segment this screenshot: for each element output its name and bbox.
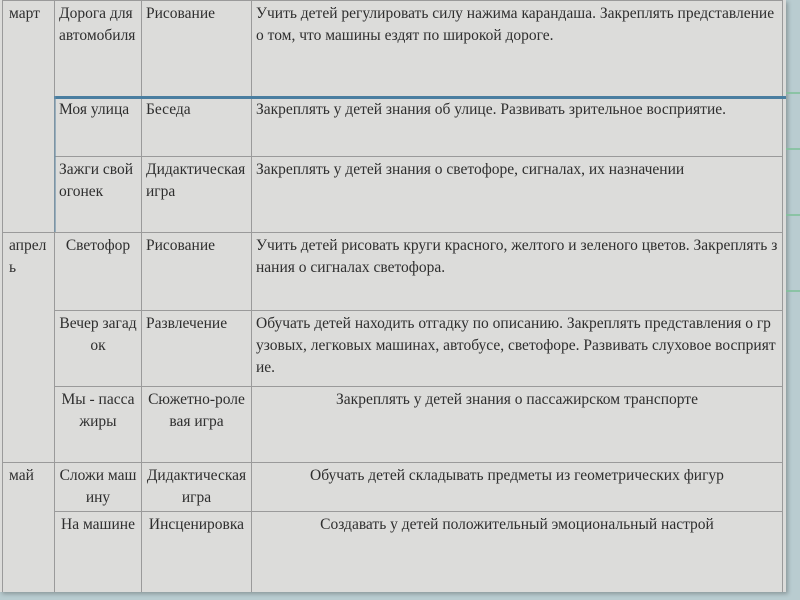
goal-cell: Закреплять у детей знания о пассажирском транспорте bbox=[252, 387, 783, 463]
goal-cell: Создавать у детей положительный эмоциональный настрой bbox=[252, 512, 783, 593]
theme-cell: Сложи машину bbox=[55, 463, 142, 512]
goal-cell: Закреплять у детей знания о светофоре, сигналах, их назначении bbox=[252, 157, 783, 233]
form-cell: Развлечение bbox=[142, 311, 252, 387]
table-row bbox=[3, 311, 783, 387]
theme-cell: Дорога для автомобиля bbox=[55, 1, 142, 97]
table-row bbox=[3, 97, 783, 157]
goal-cell: Обучать детей складывать предметы из геометрических фигур bbox=[252, 463, 783, 512]
theme-cell: Моя улица bbox=[55, 97, 142, 157]
form-cell: Рисование bbox=[142, 233, 252, 311]
form-cell: Дидактическая игра bbox=[142, 157, 252, 233]
month-cell-may: май bbox=[3, 463, 55, 593]
form-cell: Рисование bbox=[142, 1, 252, 97]
theme-cell: Вечер загадок bbox=[55, 311, 142, 387]
form-cell: Сюжетно-ролевая игра bbox=[142, 387, 252, 463]
table-row bbox=[3, 387, 783, 463]
goal-cell: Обучать детей находить отгадку по описанию. Закреплять представления о грузовых, легковых машинах, автобусе, светофоре. Развивать слуховое восприятие. bbox=[252, 311, 783, 387]
decor-line bbox=[786, 290, 800, 292]
month-cell-april: апрель bbox=[3, 233, 55, 463]
decor-line bbox=[786, 148, 800, 150]
form-cell: Беседа bbox=[142, 97, 252, 157]
table-row bbox=[3, 157, 783, 233]
form-cell: Дидактическая игра bbox=[142, 463, 252, 512]
goal-cell: Учить детей регулировать силу нажима карандаша. Закреплять представление о том, что машины ездят по широкой дороге. bbox=[252, 1, 783, 97]
decor-line bbox=[786, 92, 800, 94]
form-cell: Инсценировка bbox=[142, 512, 252, 593]
goal-cell: Закреплять у детей знания об улице. Развивать зрительное восприятие. bbox=[252, 97, 783, 157]
decor-line bbox=[786, 214, 800, 216]
table-row bbox=[3, 1, 783, 97]
table-row bbox=[3, 233, 783, 311]
theme-cell: Светофор bbox=[55, 233, 142, 311]
accent-line bbox=[54, 96, 786, 99]
lesson-plan-table bbox=[2, 0, 783, 592]
theme-cell: На машине bbox=[55, 512, 142, 593]
theme-cell: Зажги свой огонек bbox=[55, 157, 142, 233]
month-cell-march: март bbox=[3, 1, 55, 233]
goal-cell: Учить детей рисовать круги красного, желтого и зеленого цветов. Закреплять знания о сигналах светофора. bbox=[252, 233, 783, 311]
accent-line-vertical bbox=[54, 96, 56, 232]
table-row bbox=[3, 512, 783, 593]
table-row bbox=[3, 463, 783, 512]
theme-cell: Мы - пассажиры bbox=[55, 387, 142, 463]
